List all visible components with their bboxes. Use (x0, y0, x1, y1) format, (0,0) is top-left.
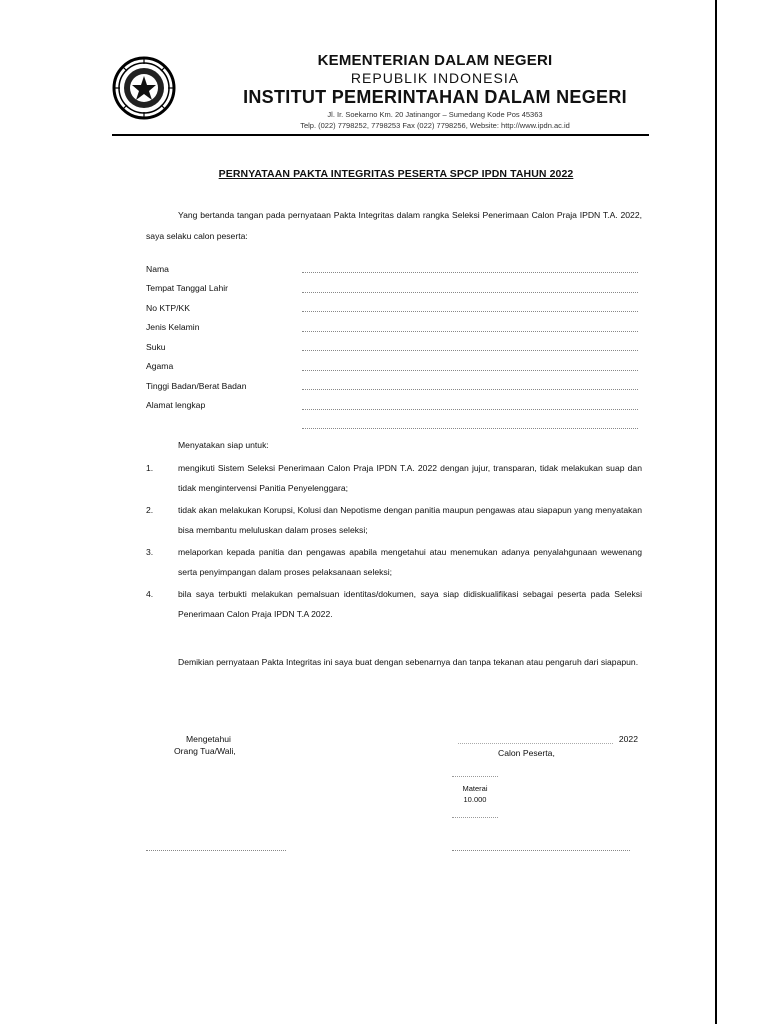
field-label: Tempat Tanggal Lahir (146, 283, 229, 294)
field-religion (146, 357, 646, 377)
list-item (146, 500, 642, 540)
witness-role: Orang Tua/Wali, (174, 746, 236, 756)
field-label: Nama (146, 263, 169, 274)
ipdn-emblem-icon (112, 56, 176, 120)
fill-line[interactable] (302, 303, 638, 312)
list-item (146, 542, 642, 582)
stamp-label: Materai (462, 784, 488, 793)
field-gender (146, 318, 646, 338)
stamp-value: 10.000 (463, 795, 487, 804)
fill-line[interactable] (302, 420, 638, 429)
date-fill-line[interactable] (458, 735, 613, 744)
list-text: mengikuti Sistem Seleksi Penerimaan Calon Praja IPDN T.A. 2022 dengan jujur, transparan, tidak melakukan suap dan tidak mengintervensi Panitia Penyelenggara; (178, 463, 642, 493)
field-height-weight (146, 376, 646, 396)
letterhead-institute: INSTITUT PEMERINTAHAN DALAM NEGERI (243, 87, 627, 107)
list-text: bila saya terbukti melakukan pemalsuan identitas/dokumen, saya siap didiskualifikasi sebagai peserta pada Seleksi Penerimaan Calon Praja IPDN T.A 2022. (178, 589, 642, 619)
fill-line[interactable] (302, 362, 638, 371)
fill-line[interactable] (302, 381, 638, 390)
closing-paragraph: Demikian pernyataan Pakta Integritas ini saya buat dengan sebenarnya dan tanpa tekanan atau pengaruh dari siapapun. (178, 657, 639, 667)
field-label: Suku (146, 341, 166, 352)
witness-heading: Mengetahui (186, 734, 231, 744)
field-id-number (146, 298, 646, 318)
field-label: Tinggi Badan/Berat Badan (146, 380, 247, 391)
list-text: melaporkan kepada panitia dan pengawas apabila mengetahui atau menemukan adanya penyalahgunaan wewenang serta penyimpangan dalam proses pelaksanaan seleksi; (178, 547, 642, 577)
stamp-duty-placeholder (452, 776, 498, 818)
field-label: Jenis Kelamin (146, 322, 200, 333)
fill-line[interactable] (302, 264, 638, 273)
field-name (146, 259, 646, 279)
commitment-list (146, 458, 642, 626)
field-address (146, 396, 646, 416)
statement-intro: Menyatakan siap untuk: (178, 440, 269, 450)
candidate-signature-line[interactable] (452, 850, 630, 851)
list-number: 1. (146, 463, 154, 473)
field-birth (146, 279, 646, 299)
candidate-role: Calon Peserta, (498, 748, 555, 758)
list-text: tidak akan melakukan Korupsi, Kolusi dan Nepotisme dengan panitia maupun pengawas atau siapapun yang menyatakan bisa membantu meluluskan dalam proses seleksi; (178, 505, 642, 535)
fill-line[interactable] (302, 342, 638, 351)
letterhead-ministry: KEMENTERIAN DALAM NEGERI (317, 52, 553, 69)
list-item (146, 584, 642, 624)
identity-fields (146, 259, 646, 435)
letterhead-rule (112, 134, 649, 136)
field-label: No KTP/KK (146, 302, 190, 313)
field-address-continued (146, 415, 646, 435)
list-item (146, 458, 642, 498)
letterhead (200, 52, 670, 131)
field-label: Agama (146, 361, 174, 372)
letterhead-address: Jl. Ir. Soekarno Km. 20 Jatinangor – Sumedang Kode Pos 45363 (327, 110, 543, 119)
document-title: PERNYATAAN PAKTA INTEGRITAS PESERTA SPCP IPDN TAHUN 2022 (218, 168, 574, 180)
list-number: 2. (146, 505, 154, 515)
page-edge-rule (715, 0, 717, 1024)
witness-signature-line[interactable] (146, 850, 286, 851)
field-ethnicity (146, 337, 646, 357)
fill-line[interactable] (302, 323, 638, 332)
list-number: 4. (146, 589, 154, 599)
signing-date (458, 734, 638, 744)
letterhead-country: REPUBLIK INDONESIA (350, 70, 520, 86)
signing-year: 2022 (618, 734, 638, 744)
letterhead-contact: Telp. (022) 7798252, 7798253 Fax (022) 7798256, Website: http://www.ipdn.ac.id (300, 121, 570, 130)
list-number: 3. (146, 547, 154, 557)
fill-line[interactable] (302, 284, 638, 293)
intro-paragraph: Yang bertanda tangan pada pernyataan Pakta Integritas dalam rangka Seleksi Penerimaan Calon Praja IPDN T.A. 2022, saya selaku calon peserta: (146, 210, 642, 241)
fill-line[interactable] (302, 401, 638, 410)
field-label: Alamat lengkap (146, 400, 206, 411)
